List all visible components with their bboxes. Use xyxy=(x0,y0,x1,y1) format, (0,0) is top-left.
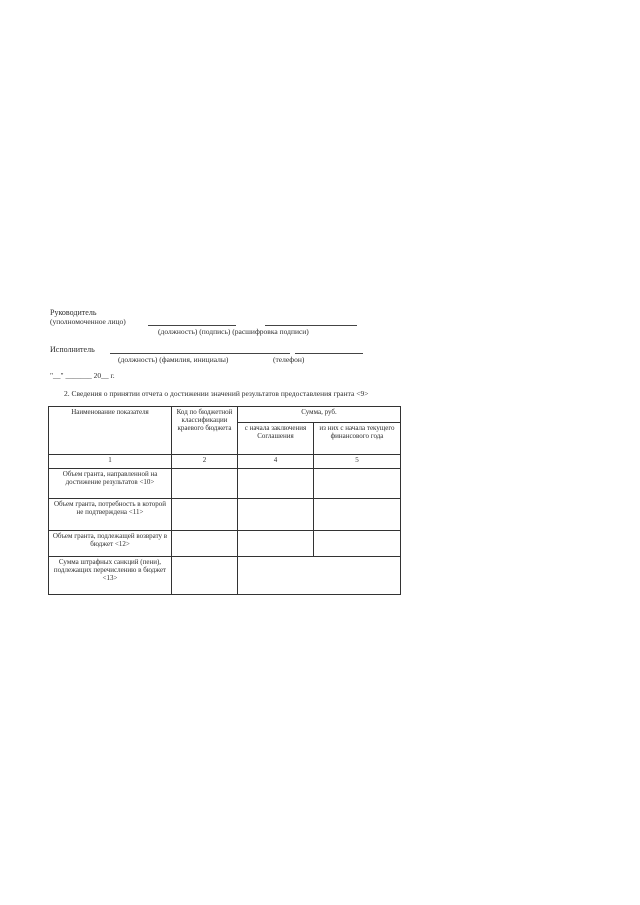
head-position-line xyxy=(148,325,236,326)
table-cell xyxy=(314,531,401,557)
head-name-line xyxy=(265,325,357,326)
header-indicator-name: Наименование показателя xyxy=(49,407,172,455)
col-number-5: 5 xyxy=(314,455,401,469)
date-line: "__" _______ 20__ г. xyxy=(50,371,115,380)
section-title: 2. Сведения о принятии отчета о достижении значений результатов предоставления гранта <9> xyxy=(64,389,369,398)
table-cell xyxy=(172,557,238,595)
table-row: Объем гранта, направленной на достижение результатов <10> xyxy=(49,469,172,499)
header-since-agreement: с начала заключения Соглашения xyxy=(238,423,314,455)
phone-line xyxy=(295,353,363,354)
table-cell xyxy=(172,499,238,531)
table-row: Объем гранта, подлежащей возврату в бюджет <12> xyxy=(49,531,172,557)
col-number-1: 1 xyxy=(49,455,172,469)
table-cell xyxy=(238,499,314,531)
table-cell xyxy=(238,557,401,595)
table-cell xyxy=(314,469,401,499)
table-cell xyxy=(172,531,238,557)
executor-captions: (должность) (фамилия, инициалы) xyxy=(118,355,229,364)
header-budget-code: Код по бюджетной классификации краевого бюджета xyxy=(172,407,238,455)
header-sum: Сумма, руб. xyxy=(238,407,401,423)
head-captions: (должность) (подпись) (расшифровка подписи) xyxy=(158,327,309,336)
table-cell xyxy=(238,469,314,499)
table-cell xyxy=(238,531,314,557)
table-row: Объем гранта, потребность в которой не подтверждена <11> xyxy=(49,499,172,531)
table-cell xyxy=(314,499,401,531)
executor-line xyxy=(110,353,290,354)
table-cell xyxy=(172,469,238,499)
header-since-year: из них с начала текущего финансового года xyxy=(314,423,401,455)
col-number-4: 4 xyxy=(238,455,314,469)
phone-caption: (телефон) xyxy=(273,355,305,364)
head-sublabel: (уполномоченное лицо) xyxy=(50,317,126,326)
grant-report-table xyxy=(48,406,401,595)
table-row: Сумма штрафных санкций (пени), подлежащих перечислению в бюджет <13> xyxy=(49,557,172,595)
head-label: Руководитель xyxy=(50,308,97,317)
executor-label: Исполнитель xyxy=(50,345,95,354)
col-number-2: 2 xyxy=(172,455,238,469)
